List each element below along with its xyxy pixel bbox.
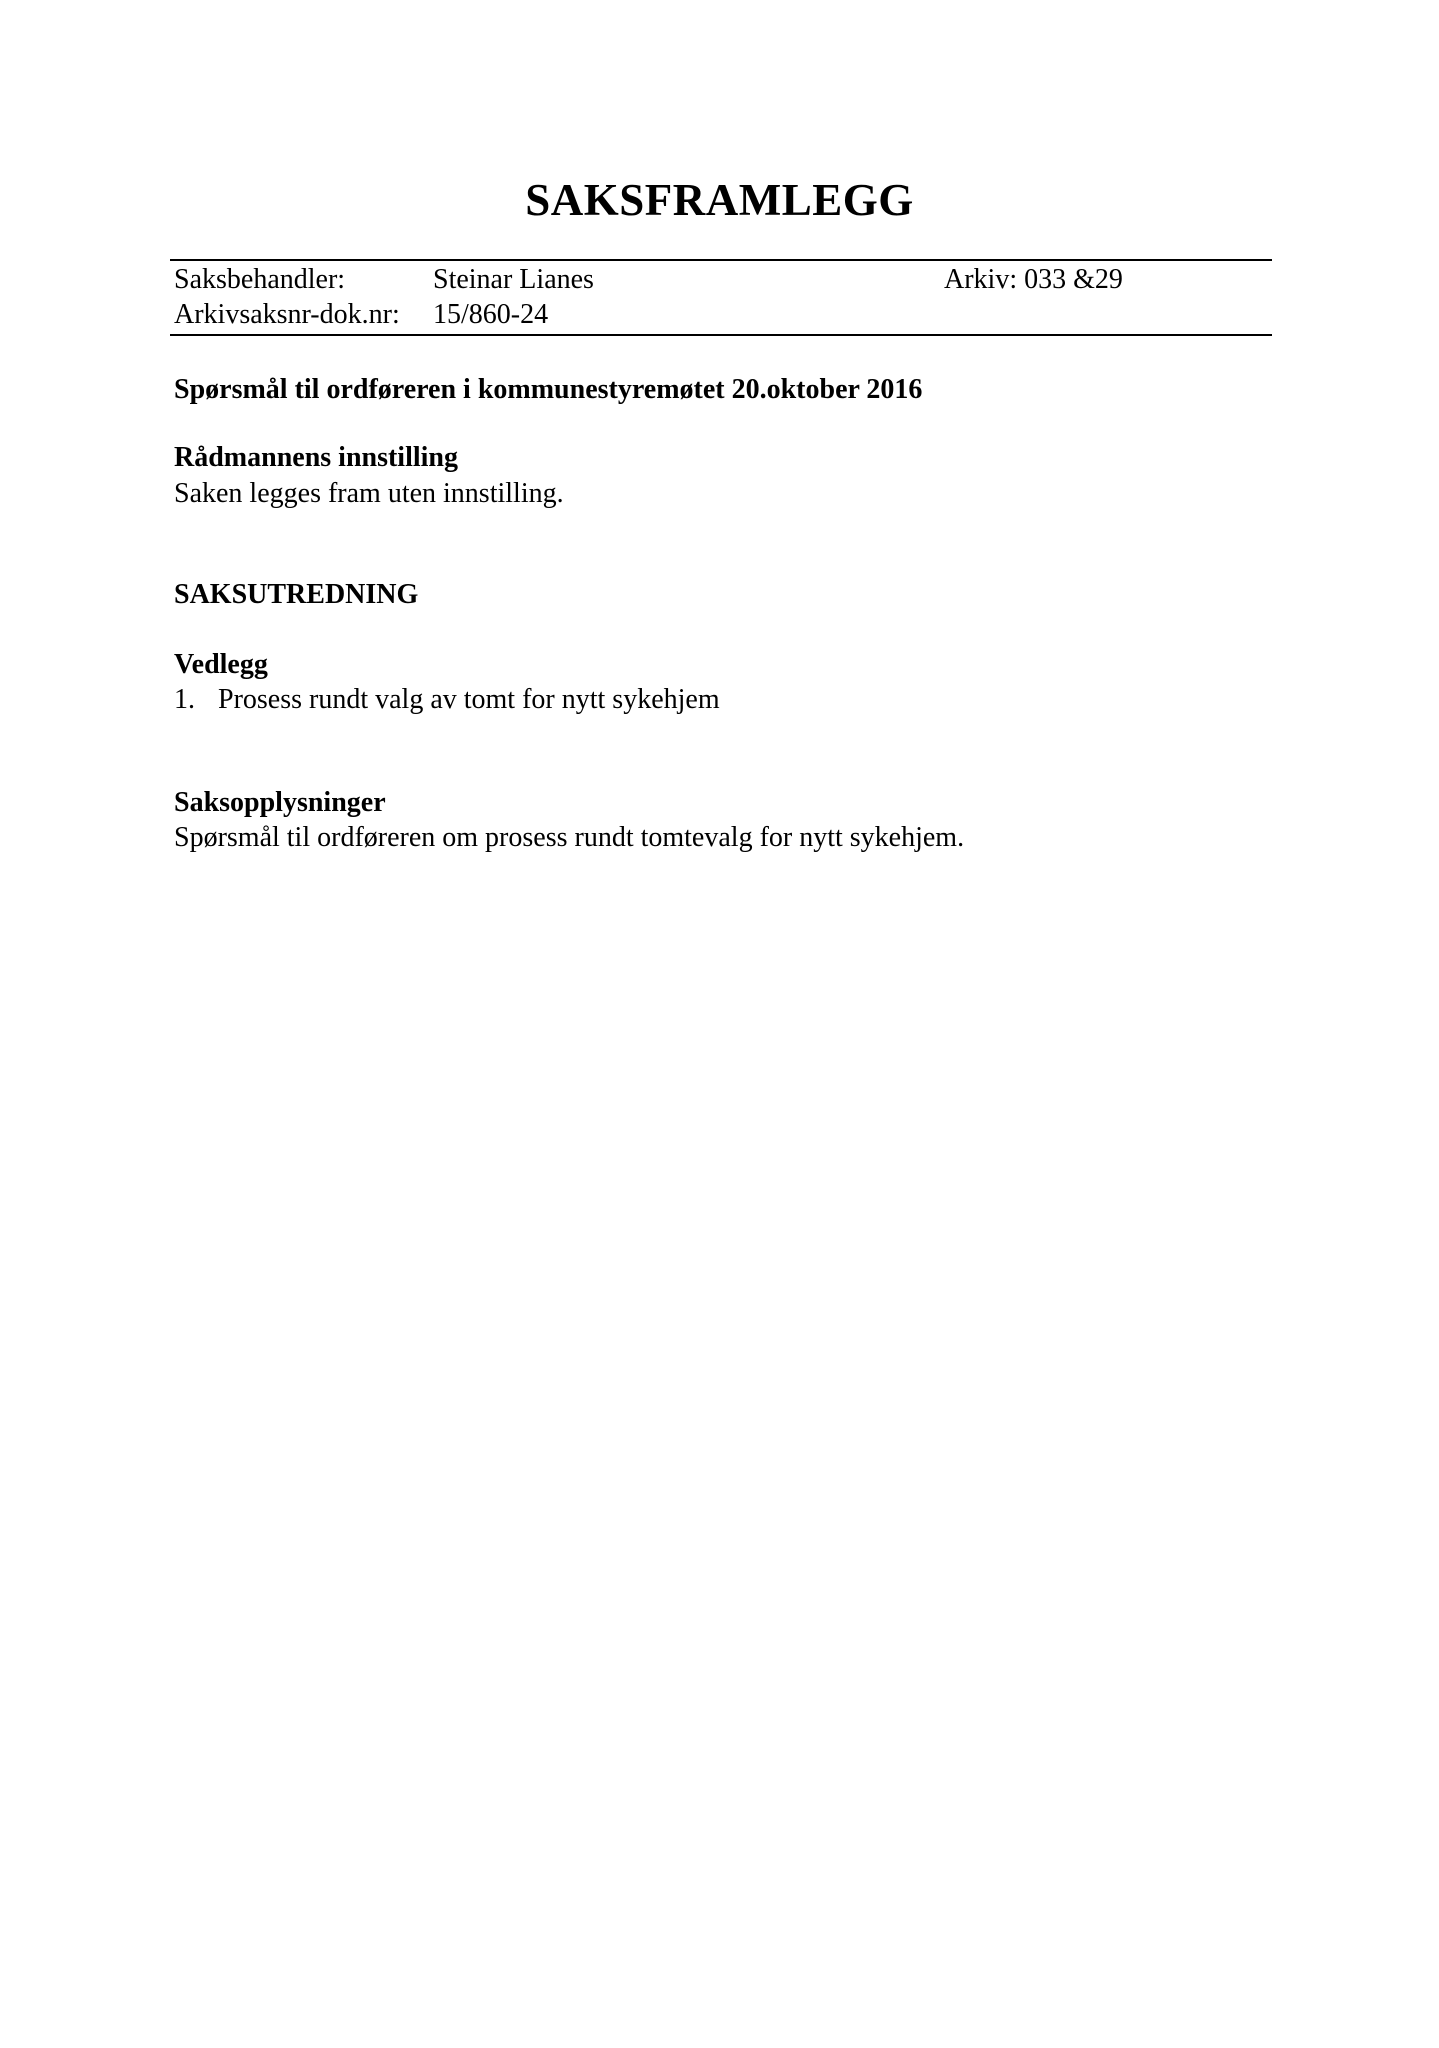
subject-heading: Spørsmål til ordføreren i kommunestyremøtet 20.oktober 2016 xyxy=(174,374,923,405)
radmannens-innstilling-text: Saken legges fram uten innstilling. xyxy=(174,478,564,509)
saksopplysninger-heading: Saksopplysninger xyxy=(174,787,386,818)
arkivsaksnr-value: 15/860-24 xyxy=(433,299,549,330)
radmannens-innstilling-heading: Rådmannens innstilling xyxy=(174,442,458,473)
document-title: SAKSFRAMLEGG xyxy=(525,175,914,225)
vedlegg-item-text: Prosess rundt valg av tomt for nytt sykehjem xyxy=(218,684,720,715)
vedlegg-heading: Vedlegg xyxy=(174,649,268,680)
saksutredning-heading: SAKSUTREDNING xyxy=(174,579,419,610)
saksbehandler-value: Steinar Lianes xyxy=(433,264,594,295)
header-bottom-divider xyxy=(170,334,1272,336)
arkivsaksnr-label: Arkivsaksnr-dok.nr: xyxy=(174,299,400,330)
saksbehandler-label: Saksbehandler: xyxy=(174,264,346,295)
header-top-divider xyxy=(170,259,1272,261)
saksopplysninger-text: Spørsmål til ordføreren om prosess rundt tomtevalg for nytt sykehjem. xyxy=(174,822,965,853)
arkiv-value: Arkiv: 033 &29 xyxy=(944,264,1123,295)
vedlegg-item-number: 1. xyxy=(174,684,195,715)
